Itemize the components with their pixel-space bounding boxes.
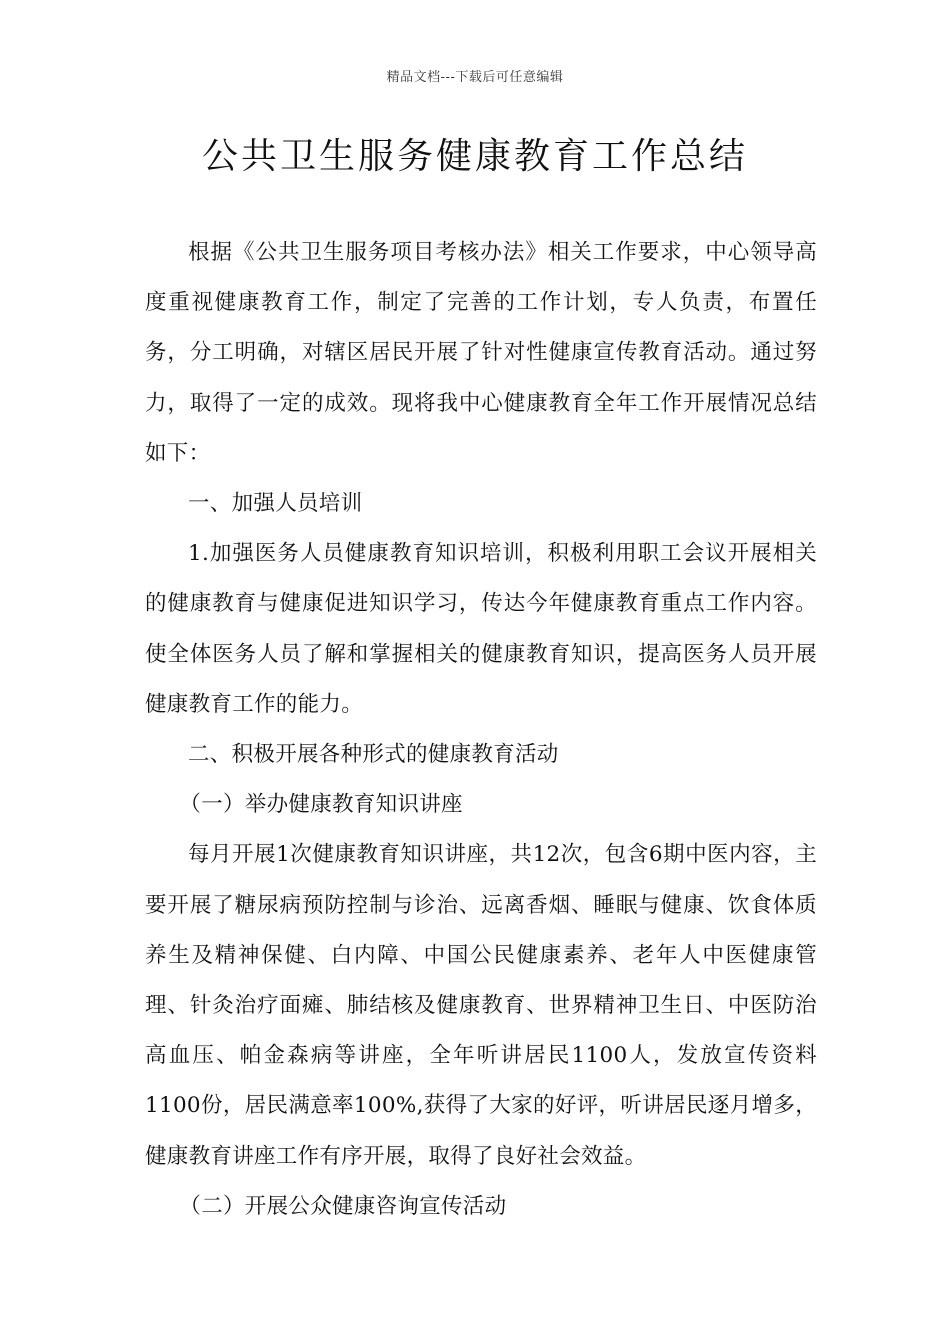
section-heading-2: 二、积极开展各种形式的健康教育活动 <box>188 742 559 768</box>
paragraph-intro: 根据《公共卫生服务项目考核办法》相关工作要求，中心领导高度重视健康教育工作，制定了完善的工作计划，专人负责，布置任务，分工明确，对辖区居民开展了针对性健康宣传教育活动。通过努力，取得了一定的成效。现将我中心健康教育全年工作开展情况总结如下： <box>145 240 817 466</box>
section-heading-1: 一、加强人员培训 <box>188 491 363 517</box>
document-title: 公共卫生服务健康教育工作总结 <box>201 136 748 177</box>
paragraph-training: 1.加强医务人员健康教育知识培训，积极利用职工会议开展相关的健康教育与健康促进知识学习，传达今年健康教育重点工作内容。使全体医务人员了解和掌握相关的健康教育知识，提高医务人员开展健康教育工作的能力。 <box>145 541 817 717</box>
subsection-heading-2: （二）开展公众健康咨询宣传活动 <box>179 1193 507 1219</box>
paragraph-lectures: 每月开展1次健康教育知识讲座，共12次，包含6期中医内容，主要开展了糖尿病预防控制与诊治、远离香烟、睡眠与健康、饮食体质养生及精神保健、白内障、中国公民健康素养、老年人中医健康管理、针灸治疗面瘫、肺结核及健康教育、世界精神卫生日、中医防治高血压、帕金森病等讲座，全年听讲居民1100人，发放宣传资料1100份，居民满意率100%,获得了大家的好评，听讲居民逐月增多，健康教育讲座工作有序开展，取得了良好社会效益。 <box>145 842 817 1169</box>
document-body <box>145 228 817 1232</box>
subsection-heading-1: （一）举办健康教育知识讲座 <box>179 792 463 818</box>
header-note: 精品文档---下载后可任意编辑 <box>386 70 564 85</box>
